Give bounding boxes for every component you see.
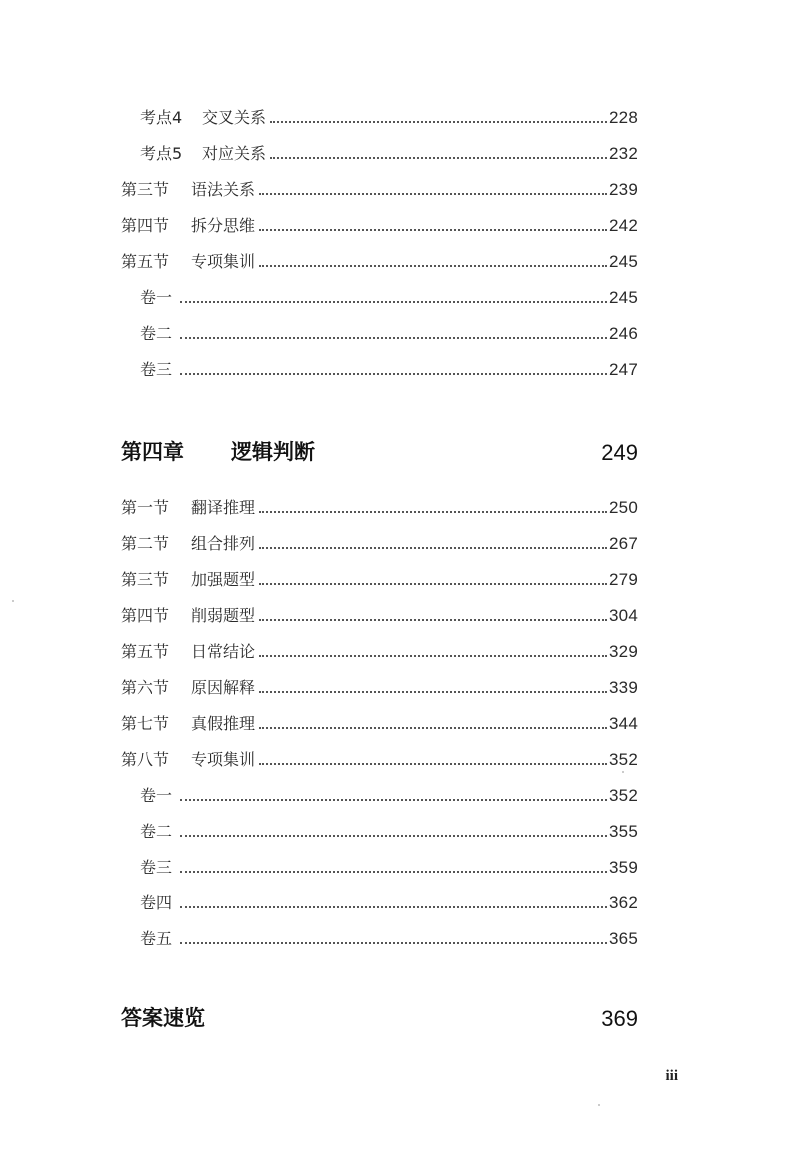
- toc-section: 卷三: [140, 858, 173, 877]
- toc-page-number: 355: [609, 822, 638, 841]
- dot-leader: [259, 727, 607, 729]
- toc-entry[interactable]: [121, 494, 638, 518]
- toc-page-number: 246: [609, 324, 638, 343]
- toc-entry[interactable]: [121, 746, 638, 770]
- dot-leader: [180, 835, 607, 837]
- toc-page-number: 329: [609, 642, 638, 661]
- toc-section: 卷四: [140, 893, 173, 912]
- dot-leader: [259, 265, 607, 267]
- dot-leader: [259, 583, 607, 585]
- toc-page-number: 339: [609, 678, 638, 697]
- toc-title: 专项集训: [191, 252, 256, 271]
- toc-section: 第五节: [121, 642, 170, 661]
- chapter-number: 第四章: [121, 440, 184, 464]
- toc-section: 第七节: [121, 714, 170, 733]
- dot-leader: [180, 373, 607, 375]
- toc-page-number: 344: [609, 714, 638, 733]
- toc-title: 原因解释: [191, 678, 256, 697]
- toc-entry[interactable]: [140, 782, 638, 806]
- toc-entry[interactable]: [140, 925, 638, 949]
- page-folio: iii: [665, 1068, 678, 1084]
- toc-title: 组合排列: [191, 534, 256, 553]
- toc-entry[interactable]: [140, 104, 638, 128]
- dot-leader: [259, 655, 607, 657]
- toc-title: 削弱题型: [191, 606, 256, 625]
- dot-leader: [180, 799, 607, 801]
- toc-entry[interactable]: [140, 320, 638, 344]
- toc-entry[interactable]: [140, 284, 638, 308]
- toc-page-number: 267: [609, 534, 638, 553]
- toc-title: 翻译推理: [191, 498, 256, 517]
- dot-leader: [259, 619, 607, 621]
- dot-leader: [180, 301, 607, 303]
- toc-section: 卷二: [140, 822, 173, 841]
- toc-title: 加强题型: [191, 570, 256, 589]
- toc-page-number: 352: [609, 786, 638, 805]
- toc-section: 第八节: [121, 750, 170, 769]
- scan-speck: [598, 1104, 600, 1106]
- answers-title: 答案速览: [121, 1006, 205, 1030]
- toc-page-number: 247: [609, 360, 638, 379]
- toc-page-number: 359: [609, 858, 638, 877]
- dot-leader: [259, 229, 607, 231]
- dot-leader: [180, 871, 607, 873]
- toc-page-number: 352: [609, 750, 638, 769]
- toc-entry[interactable]: [140, 854, 638, 878]
- toc-entry[interactable]: [121, 638, 638, 662]
- toc-entry[interactable]: [121, 530, 638, 554]
- chapter-name: 逻辑判断: [231, 440, 315, 464]
- dot-leader: [270, 121, 607, 123]
- dot-leader: [180, 942, 607, 944]
- toc-section: 第四节: [121, 606, 170, 625]
- toc-entry[interactable]: [140, 818, 638, 842]
- answers-heading[interactable]: [121, 1002, 638, 1032]
- toc-title: 专项集训: [191, 750, 256, 769]
- toc-page-number: 228: [609, 108, 638, 127]
- toc-entry[interactable]: [121, 212, 638, 236]
- dot-leader: [180, 906, 607, 908]
- toc-entry[interactable]: [121, 710, 638, 734]
- toc-section: 第三节: [121, 180, 170, 199]
- chapter-heading[interactable]: [121, 436, 638, 466]
- toc-section: 第二节: [121, 534, 170, 553]
- toc-section: 第六节: [121, 678, 170, 697]
- answers-page-number: 369: [601, 1006, 638, 1031]
- dot-leader: [270, 157, 607, 159]
- toc-entry[interactable]: [121, 248, 638, 272]
- toc-entry[interactable]: [140, 356, 638, 380]
- dot-leader: [259, 547, 607, 549]
- toc-page-number: 239: [609, 180, 638, 199]
- dot-leader: [259, 763, 607, 765]
- toc-section: 第三节: [121, 570, 170, 589]
- toc-section: 考点5: [140, 144, 183, 163]
- toc-entry[interactable]: [121, 674, 638, 698]
- toc-title: 交叉关系: [202, 108, 267, 127]
- toc-section: 卷一: [140, 786, 173, 805]
- toc-section: 卷五: [140, 929, 173, 948]
- toc-page-number: 242: [609, 216, 638, 235]
- toc-page-number: 365: [609, 929, 638, 948]
- scan-speck: [12, 600, 14, 602]
- toc-section: 考点4: [140, 108, 183, 127]
- toc-page-number: 304: [609, 606, 638, 625]
- toc-section: 第五节: [121, 252, 170, 271]
- toc-title: 对应关系: [202, 144, 267, 163]
- toc-entry[interactable]: [140, 140, 638, 164]
- toc-title: 真假推理: [191, 714, 256, 733]
- dot-leader: [259, 193, 607, 195]
- toc-page-number: 250: [609, 498, 638, 517]
- toc-title: 拆分思维: [191, 216, 256, 235]
- toc-entry[interactable]: [121, 176, 638, 200]
- toc-title: 语法关系: [191, 180, 256, 199]
- chapter-page-number: 249: [601, 440, 638, 465]
- toc-page-number: 362: [609, 893, 638, 912]
- toc-section: 卷三: [140, 360, 173, 379]
- dot-leader: [259, 691, 607, 693]
- scan-speck: [622, 771, 624, 773]
- toc-section: 卷一: [140, 288, 173, 307]
- toc-title: 日常结论: [191, 642, 256, 661]
- toc-section: 第一节: [121, 498, 170, 517]
- dot-leader: [259, 511, 607, 513]
- toc-page-number: 232: [609, 144, 638, 163]
- dot-leader: [180, 337, 607, 339]
- toc-page-number: 245: [609, 252, 638, 271]
- toc-page-number: 245: [609, 288, 638, 307]
- toc-entry[interactable]: [121, 602, 638, 626]
- toc-section: 第四节: [121, 216, 170, 235]
- toc-entry[interactable]: [121, 566, 638, 590]
- toc-entry[interactable]: [140, 889, 638, 913]
- toc-section: 卷二: [140, 324, 173, 343]
- toc-page-number: 279: [609, 570, 638, 589]
